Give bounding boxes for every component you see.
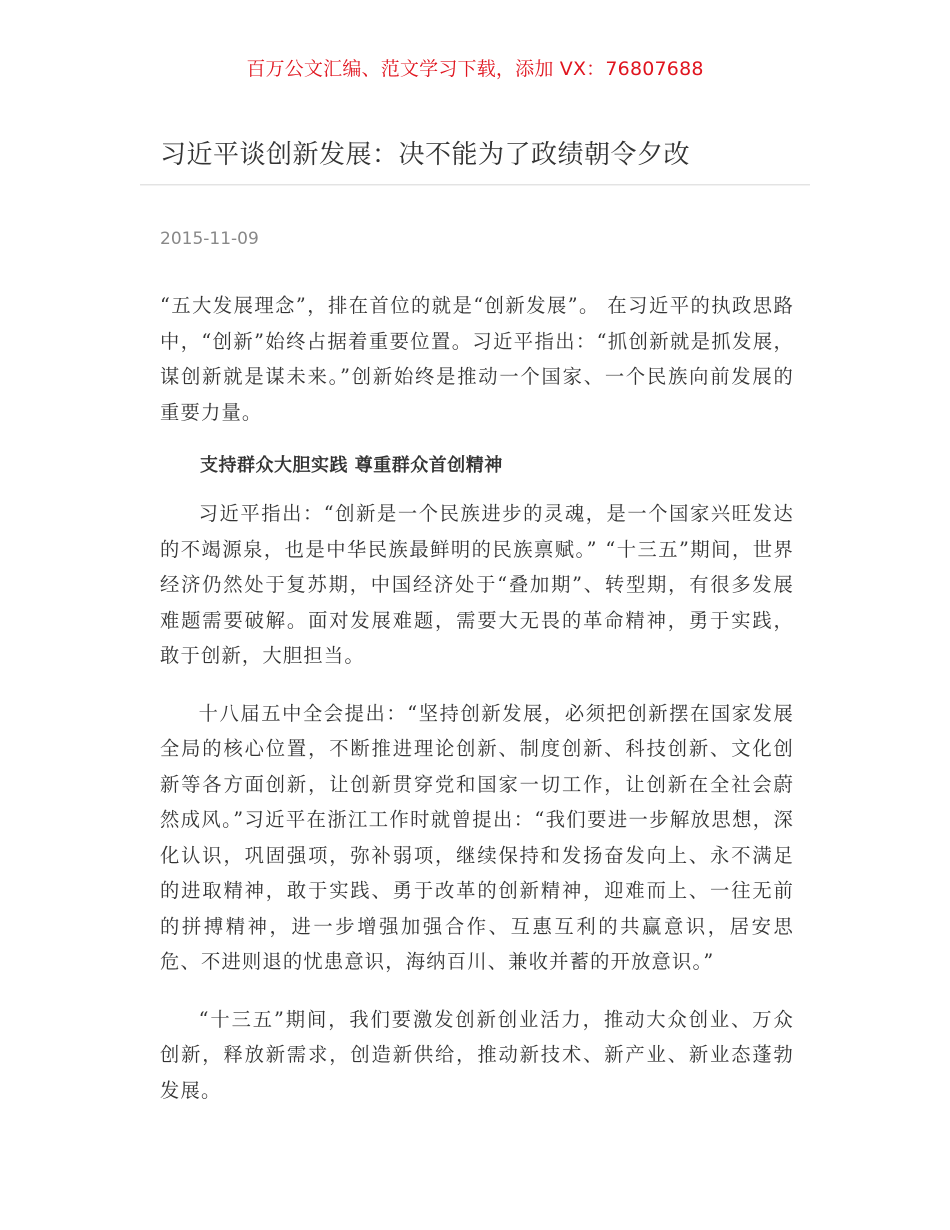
body-paragraph: “十三五”期间，我们要激发创新创业活力，推动大众创业、万众创新，释放新需求，创造新供给，推动新技术、新产业、新业态蓬勃发展。: [160, 1007, 794, 1102]
intro-paragraph: “五大发展理念”，排在首位的就是“创新发展”。 在习近平的执政思路中，“创新”始终占据着重要位置。习近平指出：“抓创新就是抓发展，谋创新就是谋未来。”创新始终是推动一个国家、一个民族向前发展的重要力量。: [160, 294, 794, 424]
body-paragraph: 十八届五中全会提出：“坚持创新发展，必须把创新摆在国家发展全局的核心位置，不断推进理论创新、制度创新、科技创新、文化创新等各方面创新，让创新贯穿党和国家一切工作，让创新在全社会蔚然成风。”习近平在浙江工作时就曾提出：“我们要进一步解放思想，深化认识，巩固强项，弥补弱项，继续保持和发扬奋发向上、永不满足的进取精神，敢于实践、勇于改革的创新精神，迎难而上、一往无前的拼搏精神，进一步增强加强合作、互惠互利的共赢意识，居安思危、不进则退的忧患意识，海纳百川、兼收并蓄的开放意识。”: [160, 701, 794, 973]
watermark-banner: 百万公文汇编、范文学习下载，添加 VX：76807688: [246, 58, 704, 80]
section-heading: 支持群众大胆实践 尊重群众首创精神: [200, 455, 503, 476]
article-title: 习近平谈创新发展：决不能为了政绩朝令夕改: [160, 140, 691, 170]
article-body: [160, 288, 794, 1130]
title-divider: [140, 184, 810, 185]
body-paragraph: 习近平指出：“创新是一个民族进步的灵魂，是一个国家兴旺发达的不竭源泉，也是中华民族最鲜明的民族禀赋。” “十三五”期间，世界经济仍然处于复苏期，中国经济处于“叠加期”、转型期，有很多发展难题需要破解。面对发展难题，需要大无畏的革命精神，勇于实践，敢于创新，大胆担当。: [160, 502, 794, 667]
publish-date: 2015-11-09: [160, 229, 259, 249]
